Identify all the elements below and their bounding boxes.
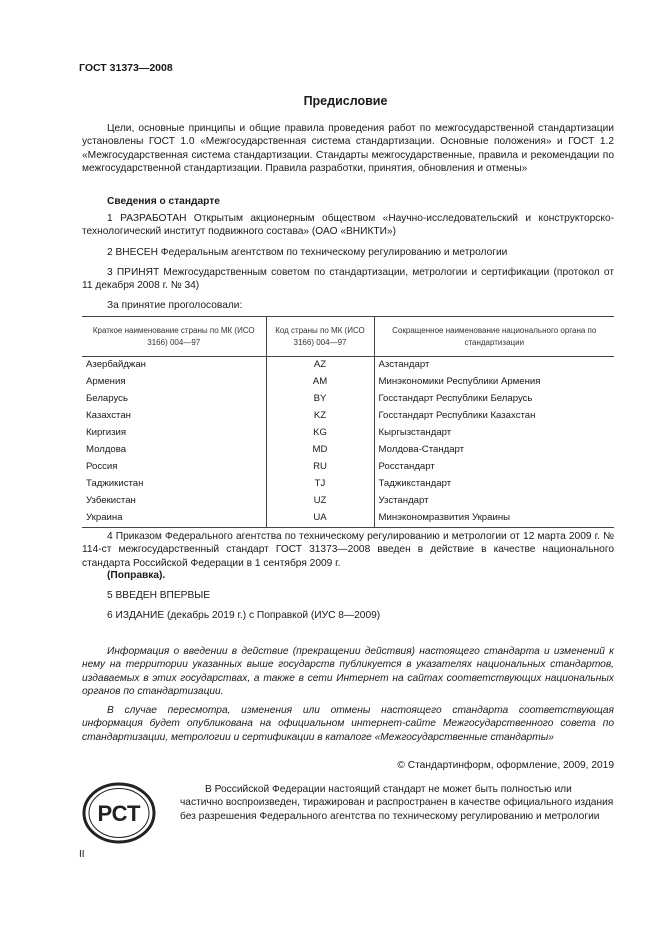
standards-body-cell: Таджикстандарт — [374, 476, 614, 493]
table-row — [82, 476, 614, 493]
rst-logo-text: РСТ — [97, 801, 141, 826]
country-code-cell: AZ — [266, 357, 374, 375]
copyright: © Стандартинформ, оформление, 2009, 2019 — [397, 760, 614, 771]
intro-paragraph: Цели, основные принципы и общие правила проведения работ по межгосударственной стандартизации установлены ГОСТ 1.0 «Межгосударственная система стандартизации. Основные положения» и ГОСТ 1.2 «Межгосударственная система стандартизации. Стандарты межгосударственные, правила и рекомендации по межгосударственной стандартизации. Правила разработки, принятия, обновления и отмены» — [82, 123, 614, 174]
item-3: 3 ПРИНЯТ Межгосударственным советом по стандартизации, метрологии и сертификации (протокол от 11 декабря 2008 г. № 34) — [82, 267, 614, 292]
column-header-country: Краткое наименование страны по МК (ИСО 3166) 004—97 — [82, 317, 266, 357]
standards-body-cell: Росстандарт — [374, 459, 614, 476]
page-number: II — [79, 849, 85, 860]
country-cell: Украина — [82, 510, 266, 528]
country-cell: Таджикистан — [86, 478, 144, 490]
page-title: Предисловие — [303, 94, 388, 108]
table-row — [82, 374, 614, 391]
standards-body-cell: Минэкономики Республики Армения — [374, 374, 614, 391]
country-cell: Казахстан — [86, 410, 131, 422]
document-number: ГОСТ 31373—2008 — [79, 62, 173, 74]
country-cell: Киргизия — [86, 427, 127, 439]
country-cell: Узбекистан — [86, 495, 136, 507]
item-2: 2 ВНЕСЕН Федеральным агентством по техническому регулированию и метрологии — [107, 247, 508, 258]
table-row — [82, 391, 614, 408]
column-header-body: Сокращенное наименование национального органа по стандартизации — [374, 317, 614, 357]
country-cell: Азербайджан — [86, 359, 146, 371]
reproduction-notice: В Российской Федерации настоящий стандарт не может быть полностью или частично воспроизведен, тиражирован и распространен в качестве официального издания без разрешения Федерального агентства по техническому регулированию и метрологии — [180, 784, 614, 822]
table-body — [82, 357, 614, 528]
country-code-cell: KZ — [266, 408, 374, 425]
info-paragraph-2: В случае пересмотра, изменения или отмены настоящего стандарта соответствующая информация будет опубликована на официальном интернет-сайте Межгосударственного совета по стандартизации, метрологии и сертификации в каталоге «Межгосударственные стандарты» — [82, 705, 614, 743]
item-6: 6 ИЗДАНИЕ (декабрь 2019 г.) с Поправкой (ИУС 8—2009) — [107, 610, 381, 621]
table-row — [82, 459, 614, 476]
table-header-row — [82, 317, 614, 357]
country-code-cell: TJ — [266, 476, 374, 493]
column-header-code: Код страны по МК (ИСО 3166) 004—97 — [266, 317, 374, 357]
country-code-cell: UA — [266, 510, 374, 528]
table-row — [82, 408, 614, 425]
rst-logo — [81, 781, 157, 845]
standards-body-cell: Минэкономразвития Украины — [374, 510, 614, 528]
standards-body-cell: Госстандарт Республики Беларусь — [374, 391, 614, 408]
country-cell: Армения — [86, 376, 126, 388]
table-row — [82, 442, 614, 459]
voting-table — [82, 316, 614, 528]
country-code-cell: KG — [266, 425, 374, 442]
country-cell: Россия — [86, 461, 118, 473]
item-4: 4 Приказом Федерального агентства по техническому регулированию и метрологии от 12 марта 2009 г. № 114-ст межгосударственный стандарт ГОСТ 31373—2008 введен в действие в качестве национального стандарта Российской Федерации в 1 сентября 2009 г. — [82, 531, 614, 569]
country-code-cell: UZ — [266, 493, 374, 510]
table-row — [82, 493, 614, 510]
country-code-cell: AM — [266, 374, 374, 391]
voted-label: За принятие проголосовали: — [107, 300, 243, 311]
standards-body-cell: Молдова-Стандарт — [374, 442, 614, 459]
table-row — [82, 510, 614, 528]
standards-body-cell: Узстандарт — [374, 493, 614, 510]
item-1: 1 РАЗРАБОТАН Открытым акционерным обществом «Научно-исследовательский и конструкторско-технологический институт подвижного состава» (ОАО «ВНИКТИ») — [82, 213, 614, 238]
table-row — [82, 425, 614, 442]
standards-body-cell: Госстандарт Республики Казахстан — [374, 408, 614, 425]
table-row — [82, 357, 614, 375]
item-5: 5 ВВЕДЕН ВПЕРВЫЕ — [107, 590, 211, 601]
country-code-cell: RU — [266, 459, 374, 476]
country-code-cell: BY — [266, 391, 374, 408]
standards-body-cell: Кыргызстандарт — [374, 425, 614, 442]
country-code-cell: MD — [266, 442, 374, 459]
country-cell: Молдова — [86, 444, 127, 456]
info-paragraph-1: Информация о введении в действие (прекращении действия) настоящего стандарта и изменений к нему на территории указанных выше государств публикуется в указателях национальных стандартов, издаваемых в этих государствах, а также в сети Интернет на сайтах соответствующих национальных органов по стандартизации. — [82, 646, 614, 697]
section-title: Сведения о стандарте — [107, 196, 220, 207]
country-cell: Беларусь — [86, 393, 128, 405]
standards-body-cell: Азстандарт — [374, 357, 614, 375]
item-4-amendment: (Поправка). — [107, 570, 166, 581]
